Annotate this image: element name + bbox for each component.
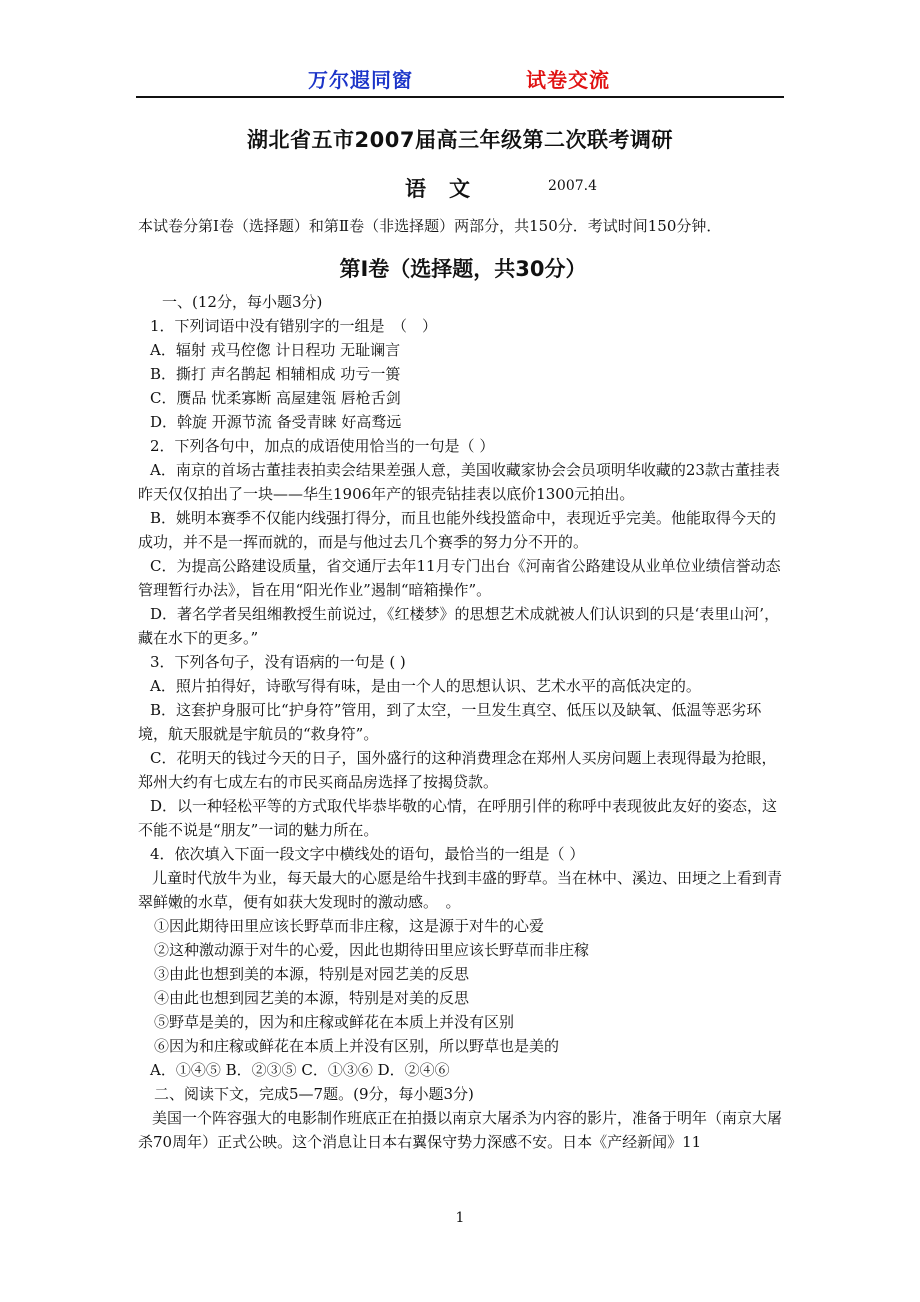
q2-option-c: C．为提高公路建设质量，省交通厅去年11月专门出台《河南省公路建设从业单位业绩信誉动态管理暂行办法》，旨在用“阳光作业”遏制“暗箱操作”。 [138, 557, 781, 599]
exam-intro: 本试卷分第Ⅰ卷（选择题）和第Ⅱ卷（非选择题）两部分，共150分．考试时间150分钟． [138, 217, 722, 235]
q2-option-b: B．姚明本赛季不仅能内线强打得分，而且也能外线投篮命中，表现近乎完美。他能取得今天的成功，并不是一挥而就的，而是与他过去几个赛季的努力分不开的。 [138, 509, 777, 551]
q2-option-a: A．南京的首场古董挂表拍卖会结果差强人意，美国收藏家协会会员项明华收藏的23款古董挂表昨天仅仅拍出了一块——华生1906年产的银壳钻挂表以底价1300元拍出。 [138, 461, 780, 503]
q3-option-d: D．以一种轻松平等的方式取代毕恭毕敬的心情，在呼朋引伴的称呼中表现彼此友好的姿态，这不能不说是“朋友”一词的魅力所在。 [138, 797, 778, 839]
exam-date: 2007.4 [548, 178, 597, 194]
q4-item-3: ③由此也想到美的本源，特别是对园艺美的反思 [154, 965, 470, 983]
section1-heading: 一、(12分，每小题3分) [162, 293, 323, 311]
q1-option-a: A．辐射 戎马倥偬 计日程功 无耻谰言 [150, 341, 401, 359]
page-number: 1 [455, 1210, 465, 1226]
exam-subject: 语 文 [405, 177, 471, 201]
exam-title: 湖北省五市2007届高三年级第二次联考调研 [247, 128, 673, 152]
q1-option-d: D．斡旋 开源节流 备受青睐 好高骛远 [150, 413, 402, 431]
q4-item-5: ⑤野草是美的，因为和庄稼或鲜花在本质上并没有区别 [154, 1013, 515, 1031]
q1-stem: 1．下列词语中没有错别字的一组是 （ ） [150, 317, 438, 335]
section2-passage: 美国一个阵容强大的电影制作班底正在拍摄以南京大屠杀为内容的影片，准备于明年（南京大屠杀70周年）正式公映。这个消息让日本右翼保守势力深感不安。日本《产经新闻》11 [138, 1109, 783, 1151]
header-rule [136, 96, 784, 98]
q4-item-2: ②这种激动源于对牛的心爱，因此也期待田里应该长野草而非庄稼 [154, 941, 590, 959]
q4-item-6: ⑥因为和庄稼或鲜花在本质上并没有区别，所以野草也是美的 [154, 1037, 560, 1055]
q2-option-d: D．著名学者吴组缃教授生前说过，《红楼梦》的思想艺术成就被人们认识到的只是‘表里山河’，藏在水下的更多。” [138, 605, 780, 647]
document-body [138, 214, 788, 1154]
q3-stem: 3．下列各句子，没有语病的一句是 ( ) [150, 653, 406, 671]
q3-option-a: A．照片拍得好，诗歌写得有味，是由一个人的思想认识、艺术水平的高低决定的。 [150, 677, 701, 695]
header-brand-right: 试卷交流 [526, 68, 610, 92]
q4-passage: 儿童时代放牛为业，每天最大的心愿是给牛找到丰盛的野草。当在林中、溪边、田埂之上看到青翠鲜嫩的水草，便有如获大发现时的激动感。 。 [138, 869, 783, 911]
part1-title: 第Ⅰ卷（选择题，共30分） [339, 257, 587, 281]
q4-item-1: ①因此期待田里应该长野草而非庄稼，这是源于对牛的心爱 [154, 917, 545, 935]
header-brand-left: 万尔遐同窗 [308, 68, 413, 92]
q3-option-c: C．花明天的钱过今天的日子，国外盛行的这种消费理念在郑州人买房问题上表现得最为抢眼，郑州大约有七成左右的市民买商品房选择了按揭贷款。 [138, 749, 777, 791]
q2-stem: 2．下列各句中，加点的成语使用恰当的一句是（ ） [150, 437, 495, 455]
q4-stem: 4．依次填入下面一段文字中横线处的语句，最恰当的一组是（ ） [150, 845, 585, 863]
q1-option-c: C．赝品 忧柔寡断 高屋建瓴 唇枪舌剑 [150, 389, 401, 407]
q3-option-b: B．这套护身服可比“护身符”管用，到了太空，一旦发生真空、低压以及缺氧、低温等恶劣环境，航天服就是宇航员的“救身符”。 [138, 701, 762, 743]
section2-heading: 二、阅读下文，完成5—7题。(9分，每小题3分) [154, 1085, 474, 1103]
q4-item-4: ④由此也想到园艺美的本源，特别是对美的反思 [154, 989, 470, 1007]
q1-option-b: B．撕打 声名鹊起 相辅相成 功亏一篑 [150, 365, 401, 383]
q4-choices: A．①④⑤ B．②③⑤ C．①③⑥ D．②④⑥ [150, 1061, 450, 1079]
